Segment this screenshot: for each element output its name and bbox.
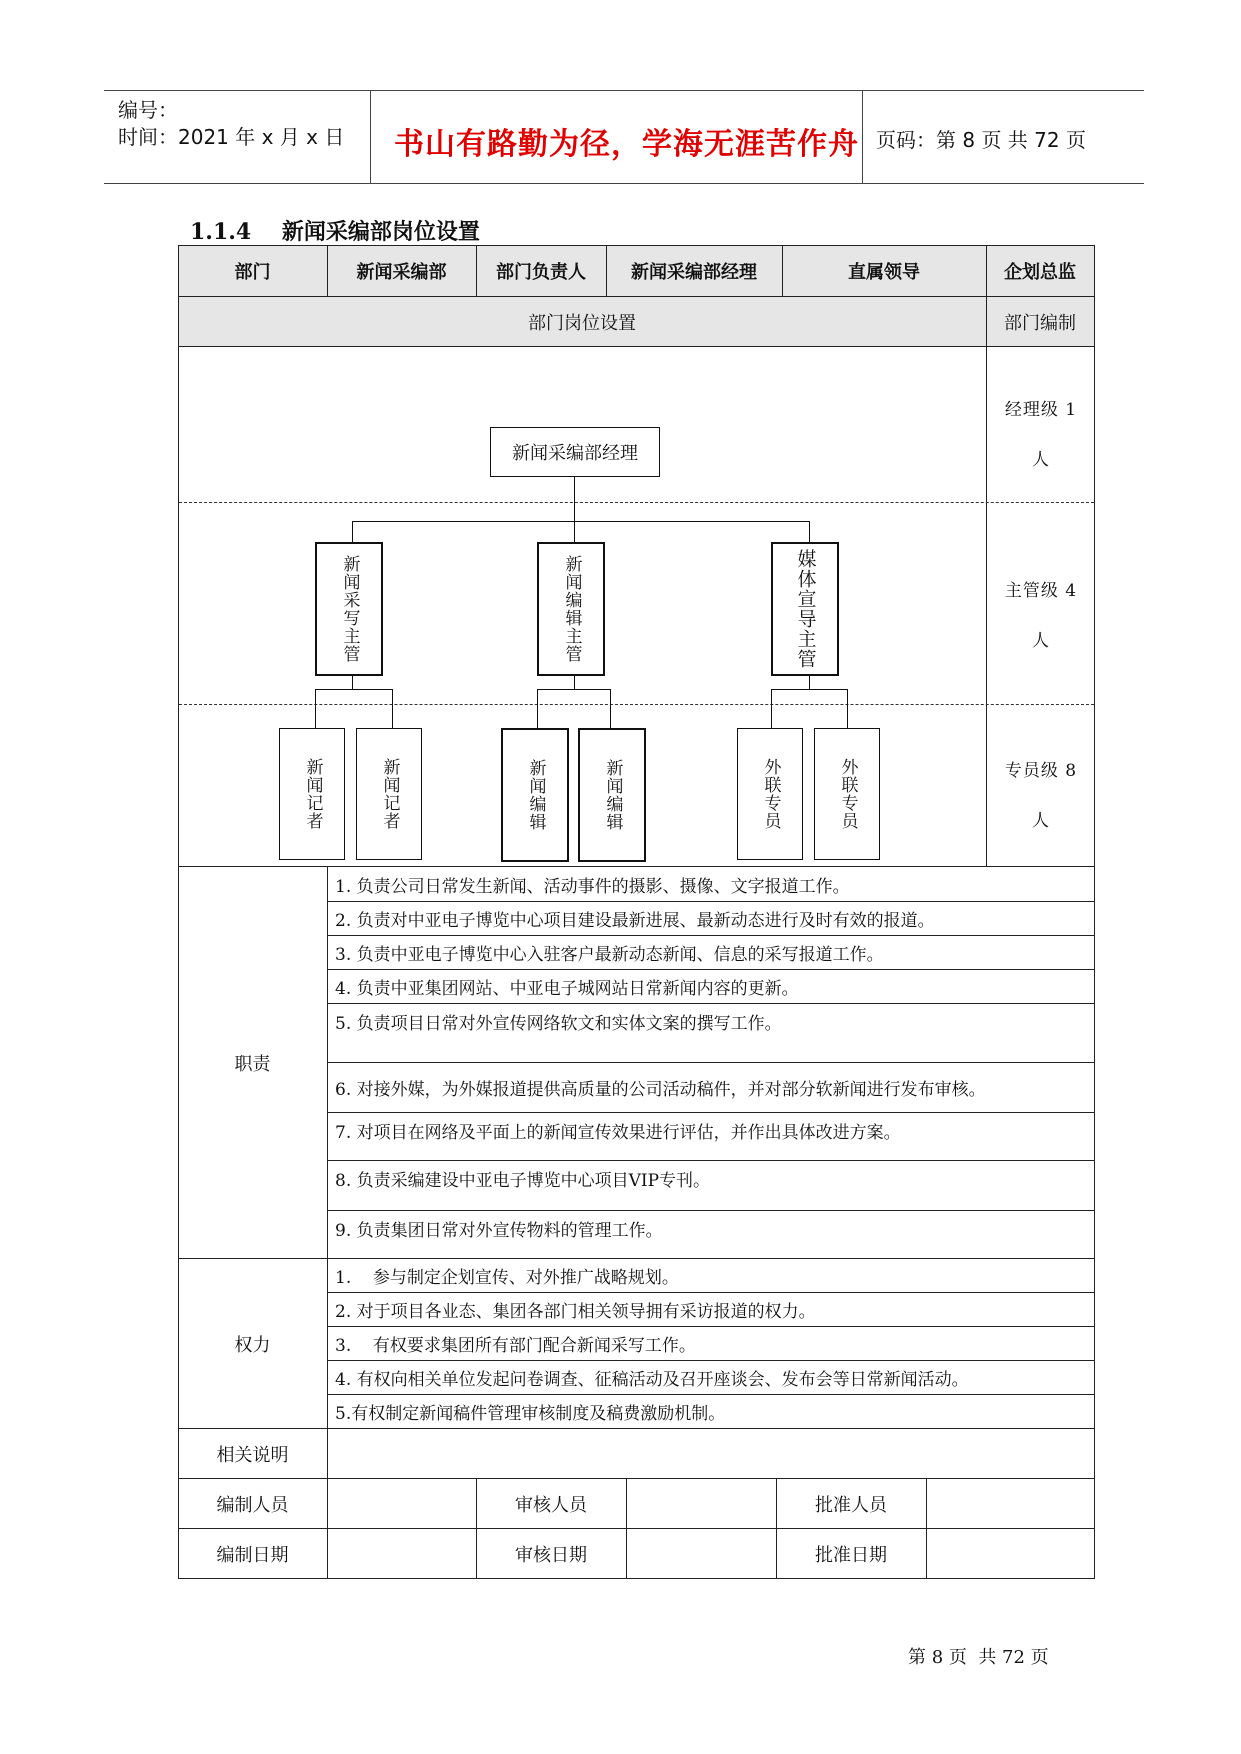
org-manager-label: 新闻采编部经理 xyxy=(512,443,638,464)
duty-item-8: 8. 负责采编建设中亚电子博览中心项目VIP专刊。 xyxy=(335,1170,711,1191)
notes-label: 相关说明 xyxy=(216,1444,289,1466)
duty-item-5: 5. 负责项目日常对外宣传网络软文和实体文案的撰写工作。 xyxy=(335,1013,782,1034)
org-staff-label-5: 外联专员 xyxy=(760,758,781,830)
org-supervisor-label-3: 媒体宣导主管 xyxy=(794,549,817,669)
org-staff-box-2 xyxy=(356,728,422,860)
org-staff-box-1 xyxy=(279,728,345,860)
org-manager-box xyxy=(490,427,660,477)
section-title: 1.1.4 新闻采编部岗位设置 xyxy=(190,219,480,245)
org-supervisor-label-2: 新闻编辑主管 xyxy=(561,555,582,663)
cell-head-label: 部门负责人 xyxy=(496,262,586,283)
power-item-3: 3. 有权要求集团所有部门配合新闻采写工作。 xyxy=(335,1336,696,1356)
sign-approve-date-label: 批准日期 xyxy=(815,1544,887,1566)
org-supervisor-box-1 xyxy=(315,542,383,676)
duty-item-2: 2. 负责对中亚电子博览中心项目建设最新进展、最新动态进行及时有效的报道。 xyxy=(335,911,935,931)
power-item-2: 2. 对于项目各业态、集团各部门相关领导拥有采访报道的权力。 xyxy=(335,1302,816,1322)
org-staff-label-4: 新闻编辑 xyxy=(602,759,623,831)
level-specialist: 专员级 8 人 xyxy=(1004,761,1078,831)
cell-leader-label: 直属领导 xyxy=(848,262,920,283)
cell-head-value: 新闻采编部经理 xyxy=(631,262,757,283)
org-staff-box-3 xyxy=(501,728,569,862)
sign-review-date-label: 审核日期 xyxy=(515,1544,587,1566)
org-supervisor-box-3 xyxy=(771,542,839,676)
org-staff-box-6 xyxy=(814,728,880,860)
org-staff-box-5 xyxy=(737,728,803,860)
duty-item-6: 6. 对接外媒，为外媒报道提供高质量的公司活动稿件，并对部分软新闻进行发布审核。 xyxy=(335,1080,986,1100)
power-item-4: 4. 有权向相关单位发起问卷调查、征稿活动及召开座谈会、发布会等日常新闻活动。 xyxy=(335,1370,969,1390)
duty-item-3: 3. 负责中亚电子博览中心入驻客户最新动态新闻、信息的采写报道工作。 xyxy=(335,945,884,965)
org-staff-label-6: 外联专员 xyxy=(837,758,858,830)
org-staff-box-4 xyxy=(578,728,646,862)
sign-approver-label: 批准人员 xyxy=(815,1494,887,1516)
document-number-label: 编号： xyxy=(118,98,178,122)
duty-item-4: 4. 负责中亚集团网站、中亚电子城网站日常新闻内容的更新。 xyxy=(335,979,799,999)
sign-compiler-label: 编制人员 xyxy=(216,1494,289,1516)
duties-label: 职责 xyxy=(234,1053,271,1075)
org-staff-label-3: 新闻编辑 xyxy=(525,759,546,831)
power-item-1: 1. 参与制定企划宣传、对外推广战略规划。 xyxy=(335,1268,679,1288)
cell-headcount: 部门编制 xyxy=(1004,312,1076,334)
header-page-info: 页码：第 8 页 共 72 页 xyxy=(876,128,1086,152)
sign-compile-date-label: 编制日期 xyxy=(216,1544,289,1566)
power-item-5: 5.有权制定新闻稿件管理审核制度及稿费激励机制。 xyxy=(335,1404,726,1424)
level-supervisor: 主管级 4 人 xyxy=(1004,581,1078,651)
header-motto: 书山有路勤为径，学海无涯苦作舟 xyxy=(394,127,859,162)
level-manager: 经理级 1 人 xyxy=(1004,400,1078,470)
cell-dept-label: 部门 xyxy=(234,262,271,283)
powers-label: 权力 xyxy=(234,1334,271,1356)
sign-reviewer-label: 审核人员 xyxy=(515,1494,587,1516)
cell-position-setup: 部门岗位设置 xyxy=(528,312,636,334)
org-supervisor-box-2 xyxy=(537,542,605,676)
cell-dept-value: 新闻采编部 xyxy=(356,262,447,283)
duty-item-9: 9. 负责集团日常对外宣传物料的管理工作。 xyxy=(335,1220,663,1241)
page-footer: 第 8 页 共 72 页 xyxy=(908,1647,1049,1668)
org-supervisor-label-1: 新闻采写主管 xyxy=(339,555,360,663)
org-staff-label-2: 新闻记者 xyxy=(379,758,400,830)
cell-leader-value: 企划总监 xyxy=(1004,262,1076,283)
document-time-label: 时间：2021 年 x 月 x 日 xyxy=(118,125,345,149)
duty-item-7: 7. 对项目在网络及平面上的新闻宣传效果进行评估，并作出具体改进方案。 xyxy=(335,1122,901,1143)
org-staff-label-1: 新闻记者 xyxy=(302,758,323,830)
duty-item-1: 1. 负责公司日常发生新闻、活动事件的摄影、摄像、文字报道工作。 xyxy=(335,876,850,897)
